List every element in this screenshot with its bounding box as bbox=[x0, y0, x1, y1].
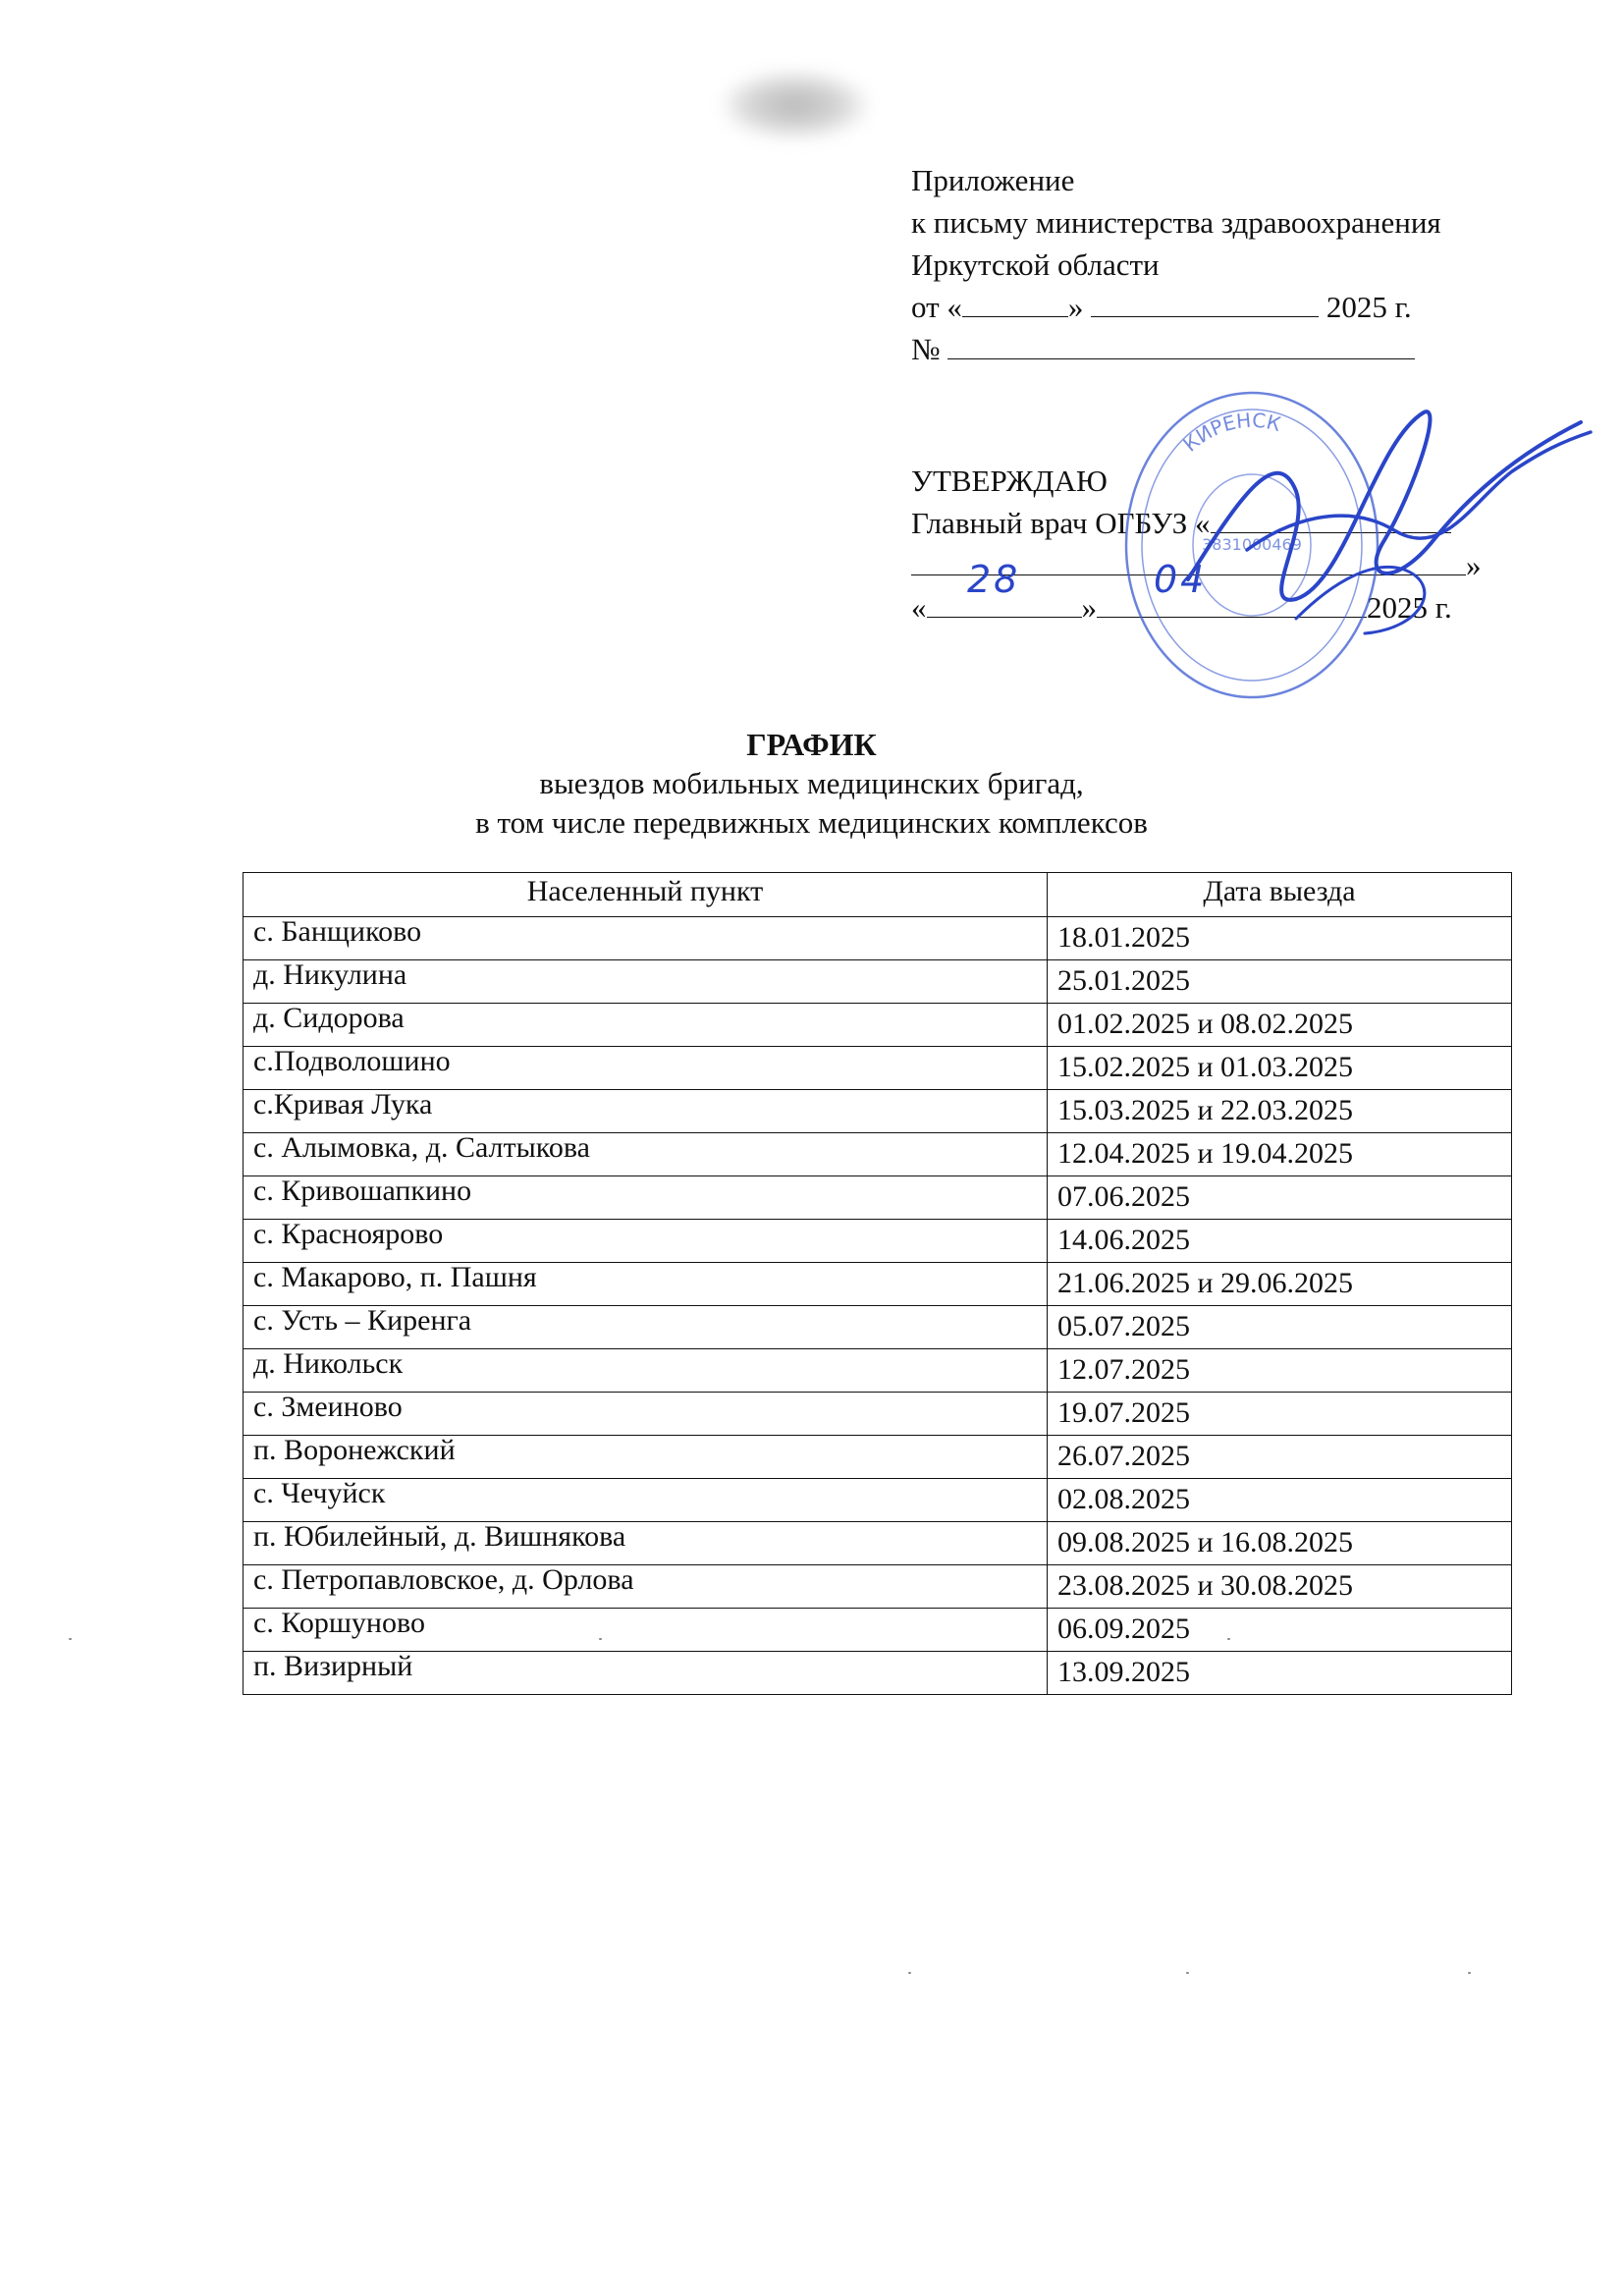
departure-date-cell: 07.06.2025 bbox=[1048, 1176, 1512, 1220]
table-row bbox=[243, 1220, 1512, 1263]
approval-name-line: » bbox=[911, 544, 1482, 586]
handwritten-signature bbox=[1149, 383, 1600, 658]
table-row bbox=[243, 1565, 1512, 1609]
departure-date-cell: 05.07.2025 bbox=[1048, 1306, 1512, 1349]
table-row bbox=[243, 1176, 1512, 1220]
title-line-1: выездов мобильных медицинских бригад, bbox=[539, 766, 1084, 800]
departure-date-cell: 15.02.2025 и 01.03.2025 bbox=[1048, 1047, 1512, 1090]
departure-date-cell: 18.01.2025 bbox=[1048, 917, 1512, 960]
departure-date-cell: 12.07.2025 bbox=[1048, 1349, 1512, 1393]
blank-day bbox=[962, 289, 1068, 317]
schedule-table bbox=[243, 872, 1512, 1695]
departure-date-cell: 09.08.2025 и 16.08.2025 bbox=[1048, 1522, 1512, 1565]
table-row bbox=[243, 917, 1512, 960]
settlement-cell: с. Алымовка, д. Салтыкова bbox=[243, 1133, 1048, 1176]
approval-position: Главный врач ОГБУЗ « bbox=[911, 502, 1482, 544]
settlement-cell: с. Коршуново bbox=[243, 1609, 1048, 1652]
scan-speck bbox=[1186, 1972, 1189, 1974]
table-row bbox=[243, 1349, 1512, 1393]
redacted-mark bbox=[722, 71, 869, 139]
appendix-line-2: к письму министерства здравоохранения bbox=[911, 205, 1441, 240]
table-row bbox=[243, 1133, 1512, 1176]
settlement-cell: д. Никольск bbox=[243, 1349, 1048, 1393]
settlement-cell: п. Визирный bbox=[243, 1652, 1048, 1695]
handwritten-month: 04 bbox=[1154, 558, 1208, 601]
departure-date-cell: 25.01.2025 bbox=[1048, 960, 1512, 1004]
settlement-cell: с. Чечуйск bbox=[243, 1479, 1048, 1522]
settlement-cell: д. Сидорова bbox=[243, 1004, 1048, 1047]
appendix-line-1: Приложение bbox=[911, 163, 1075, 197]
document-title bbox=[0, 725, 1623, 843]
title-line-2: в том числе передвижных медицинских комплексов bbox=[475, 805, 1148, 840]
stamp-text: КИРЕНСК bbox=[1178, 408, 1284, 457]
settlement-cell: с. Усть – Киренга bbox=[243, 1306, 1048, 1349]
header-date: Дата выезда bbox=[1048, 873, 1512, 917]
departure-date-cell: 06.09.2025 bbox=[1048, 1609, 1512, 1652]
appendix-number-line: № bbox=[911, 328, 1441, 370]
settlement-cell: д. Никулина bbox=[243, 960, 1048, 1004]
stamp-id: 3831000469 bbox=[1202, 535, 1302, 554]
settlement-cell: с. Красноярово bbox=[243, 1220, 1048, 1263]
scan-speck bbox=[1227, 1638, 1230, 1640]
table-row bbox=[243, 1479, 1512, 1522]
table-row bbox=[243, 1047, 1512, 1090]
scan-speck bbox=[908, 1972, 911, 1974]
settlement-cell: с. Макарово, п. Пашня bbox=[243, 1263, 1048, 1306]
appendix-date-line: от « » 2025 г. bbox=[911, 290, 1412, 324]
departure-date-cell: 26.07.2025 bbox=[1048, 1436, 1512, 1479]
scan-speck bbox=[69, 1638, 72, 1640]
settlement-cell: п. Воронежский bbox=[243, 1436, 1048, 1479]
table-row bbox=[243, 960, 1512, 1004]
table-row bbox=[243, 1609, 1512, 1652]
appendix-line-3: Иркутской области bbox=[911, 247, 1160, 282]
approval-heading: УТВЕРЖДАЮ bbox=[911, 464, 1108, 498]
departure-date-cell: 12.04.2025 и 19.04.2025 bbox=[1048, 1133, 1512, 1176]
departure-date-cell: 15.03.2025 и 22.03.2025 bbox=[1048, 1090, 1512, 1133]
table-row bbox=[243, 1263, 1512, 1306]
table-row bbox=[243, 1522, 1512, 1565]
settlement-cell: с. Банщиково bbox=[243, 917, 1048, 960]
settlement-cell: с. Кривошапкино bbox=[243, 1176, 1048, 1220]
table-row bbox=[243, 1004, 1512, 1047]
settlement-cell: с. Змеиново bbox=[243, 1393, 1048, 1436]
settlement-cell: с.Подволошино bbox=[243, 1047, 1048, 1090]
departure-date-cell: 23.08.2025 и 30.08.2025 bbox=[1048, 1565, 1512, 1609]
table-row bbox=[243, 1436, 1512, 1479]
table-row bbox=[243, 1090, 1512, 1133]
table-row bbox=[243, 1652, 1512, 1695]
departure-date-cell: 13.09.2025 bbox=[1048, 1652, 1512, 1695]
scan-speck bbox=[1468, 1972, 1471, 1974]
settlement-cell: п. Юбилейный, д. Вишнякова bbox=[243, 1522, 1048, 1565]
table-row bbox=[243, 1306, 1512, 1349]
departure-date-cell: 01.02.2025 и 08.02.2025 bbox=[1048, 1004, 1512, 1047]
departure-date-cell: 14.06.2025 bbox=[1048, 1220, 1512, 1263]
departure-date-cell: 19.07.2025 bbox=[1048, 1393, 1512, 1436]
scan-speck bbox=[599, 1638, 602, 1640]
departure-date-cell: 21.06.2025 и 29.06.2025 bbox=[1048, 1263, 1512, 1306]
settlement-cell: с. Петропавловское, д. Орлова bbox=[243, 1565, 1048, 1609]
blank-month bbox=[1091, 289, 1319, 317]
approval-date-line: « » 2025 г. bbox=[911, 590, 1452, 625]
handwritten-day: 28 bbox=[967, 558, 1021, 601]
appendix-block bbox=[911, 159, 1441, 370]
title-heading: ГРАФИК bbox=[746, 727, 877, 762]
departure-date-cell: 02.08.2025 bbox=[1048, 1479, 1512, 1522]
blank-number bbox=[947, 331, 1415, 359]
table-header-row bbox=[243, 873, 1512, 917]
settlement-cell: с.Кривая Лука bbox=[243, 1090, 1048, 1133]
table-row bbox=[243, 1393, 1512, 1436]
header-settlement: Населенный пункт bbox=[243, 873, 1048, 917]
